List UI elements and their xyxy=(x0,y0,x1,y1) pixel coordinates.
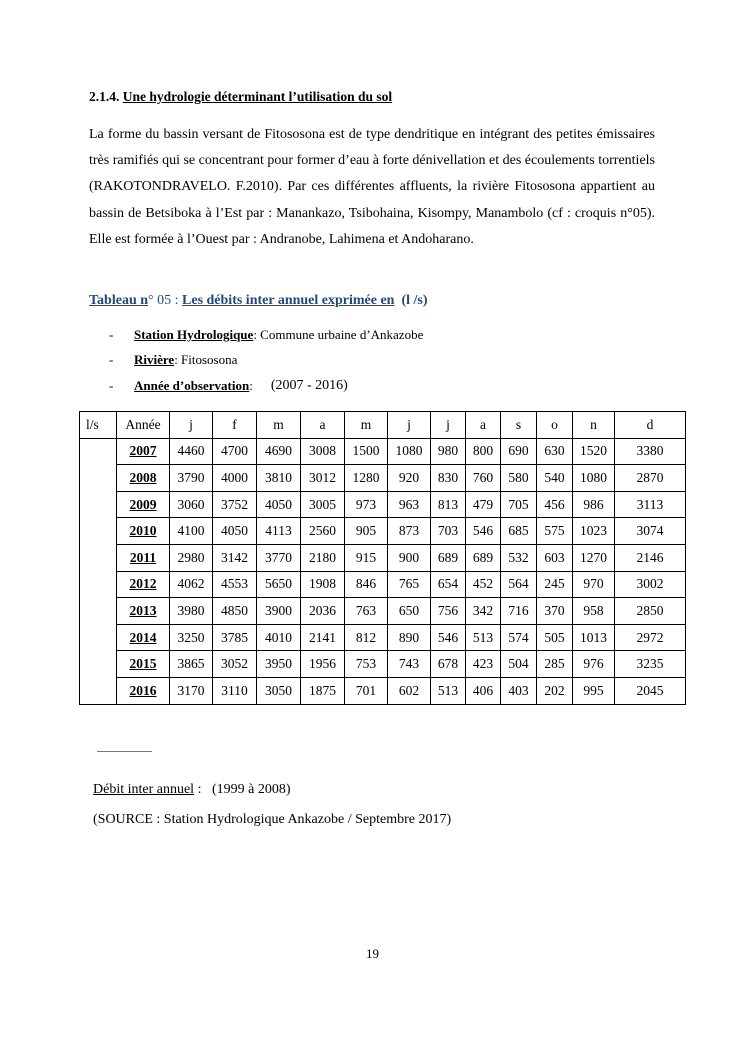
year-header: Année xyxy=(117,412,170,439)
value-cell: 4062 xyxy=(170,571,213,598)
value-cell: 3012 xyxy=(301,465,345,492)
table-row xyxy=(80,438,686,465)
value-cell: 5650 xyxy=(257,571,301,598)
month-header: a xyxy=(466,412,501,439)
value-cell: 285 xyxy=(537,651,573,678)
table-row xyxy=(80,651,686,678)
value-cell: 3950 xyxy=(257,651,301,678)
observation-label: Année d’observation xyxy=(134,377,250,393)
value-cell: 202 xyxy=(537,677,573,704)
value-cell: 3865 xyxy=(170,651,213,678)
value-cell: 456 xyxy=(537,491,573,518)
value-cell: 423 xyxy=(466,651,501,678)
value-cell: 3002 xyxy=(615,571,686,598)
section-number: 2.1.4. xyxy=(89,89,120,104)
value-cell: 4113 xyxy=(257,518,301,545)
value-cell: 1270 xyxy=(573,544,615,571)
station-label: Station Hydrologique xyxy=(134,326,254,342)
value-cell: 2146 xyxy=(615,544,686,571)
source-note: (SOURCE : Station Hydrologique Ankazobe / Septembre 2017) xyxy=(93,812,452,827)
value-cell: 4010 xyxy=(257,624,301,651)
debit-note xyxy=(93,782,291,798)
unit-header: l/s xyxy=(80,412,117,439)
table-title-number: ° 05 : xyxy=(148,293,183,308)
month-header: o xyxy=(537,412,573,439)
value-cell: 3005 xyxy=(301,491,345,518)
value-cell: 452 xyxy=(466,571,501,598)
value-cell: 3050 xyxy=(257,677,301,704)
value-cell: 3052 xyxy=(213,651,257,678)
value-cell: 3074 xyxy=(615,518,686,545)
year-cell: 2010 xyxy=(117,518,170,545)
page-number: 19 xyxy=(366,946,379,961)
value-cell: 760 xyxy=(466,465,501,492)
month-header: a xyxy=(301,412,345,439)
table-title-prefix: Tableau n xyxy=(89,293,149,308)
value-cell: 703 xyxy=(431,518,466,545)
value-cell: 920 xyxy=(388,465,431,492)
value-cell: 3900 xyxy=(257,598,301,625)
value-cell: 4700 xyxy=(213,438,257,465)
value-cell: 564 xyxy=(501,571,537,598)
value-cell: 980 xyxy=(431,438,466,465)
value-cell: 3785 xyxy=(213,624,257,651)
month-header: m xyxy=(257,412,301,439)
value-cell: 753 xyxy=(345,651,388,678)
value-cell: 685 xyxy=(501,518,537,545)
month-header: m xyxy=(345,412,388,439)
year-cell: 2013 xyxy=(117,598,170,625)
value-cell: 546 xyxy=(431,624,466,651)
discharge-table xyxy=(79,411,686,705)
value-cell: 2870 xyxy=(615,465,686,492)
list-bullet: - xyxy=(109,352,114,368)
value-cell: 3235 xyxy=(615,651,686,678)
month-header: d xyxy=(615,412,686,439)
value-cell: 1080 xyxy=(388,438,431,465)
value-cell: 3250 xyxy=(170,624,213,651)
value-cell: 3380 xyxy=(615,438,686,465)
value-cell: 650 xyxy=(388,598,431,625)
value-cell: 905 xyxy=(345,518,388,545)
value-cell: 813 xyxy=(431,491,466,518)
value-cell: 2560 xyxy=(301,518,345,545)
value-cell: 689 xyxy=(466,544,501,571)
value-cell: 1013 xyxy=(573,624,615,651)
value-cell: 765 xyxy=(388,571,431,598)
table-row xyxy=(80,465,686,492)
value-cell: 2180 xyxy=(301,544,345,571)
value-cell: 580 xyxy=(501,465,537,492)
value-cell: 370 xyxy=(537,598,573,625)
observation-sep: : xyxy=(249,377,253,393)
value-cell: 900 xyxy=(388,544,431,571)
month-header: j xyxy=(388,412,431,439)
value-cell: 846 xyxy=(345,571,388,598)
year-cell: 2008 xyxy=(117,465,170,492)
value-cell: 513 xyxy=(466,624,501,651)
table-row xyxy=(80,598,686,625)
year-cell: 2011 xyxy=(117,544,170,571)
value-cell: 800 xyxy=(466,438,501,465)
value-cell: 4000 xyxy=(213,465,257,492)
value-cell: 513 xyxy=(431,677,466,704)
value-cell: 4690 xyxy=(257,438,301,465)
value-cell: 2045 xyxy=(615,677,686,704)
value-cell: 4050 xyxy=(213,518,257,545)
value-cell: 2972 xyxy=(615,624,686,651)
value-cell: 4553 xyxy=(213,571,257,598)
value-cell: 995 xyxy=(573,677,615,704)
value-cell: 915 xyxy=(345,544,388,571)
value-cell: 4050 xyxy=(257,491,301,518)
month-header: j xyxy=(170,412,213,439)
table-row xyxy=(80,518,686,545)
value-cell: 690 xyxy=(501,438,537,465)
year-cell: 2016 xyxy=(117,677,170,704)
value-cell: 756 xyxy=(431,598,466,625)
observation-period: (2007 - 2016) xyxy=(270,377,348,393)
value-cell: 1280 xyxy=(345,465,388,492)
value-cell: 716 xyxy=(501,598,537,625)
value-cell: 2036 xyxy=(301,598,345,625)
value-cell: 603 xyxy=(537,544,573,571)
value-cell: 678 xyxy=(431,651,466,678)
list-bullet: - xyxy=(109,326,114,342)
value-cell: 4850 xyxy=(213,598,257,625)
year-cell: 2015 xyxy=(117,651,170,678)
value-cell: 1875 xyxy=(301,677,345,704)
section-heading xyxy=(89,89,392,105)
year-cell: 2007 xyxy=(117,438,170,465)
value-cell: 602 xyxy=(388,677,431,704)
value-cell: 976 xyxy=(573,651,615,678)
table-row xyxy=(80,624,686,651)
value-cell: 3790 xyxy=(170,465,213,492)
river-value: : Fitososona xyxy=(174,352,238,368)
value-cell: 1023 xyxy=(573,518,615,545)
value-cell: 406 xyxy=(466,677,501,704)
value-cell: 3752 xyxy=(213,491,257,518)
value-cell: 3980 xyxy=(170,598,213,625)
value-cell: 504 xyxy=(501,651,537,678)
value-cell: 2141 xyxy=(301,624,345,651)
unit-column-cell xyxy=(80,438,117,704)
value-cell: 403 xyxy=(501,677,537,704)
value-cell: 654 xyxy=(431,571,466,598)
value-cell: 689 xyxy=(431,544,466,571)
value-cell: 830 xyxy=(431,465,466,492)
debit-sep: : xyxy=(194,782,202,797)
section-title: Une hydrologie déterminant l’utilisation du sol xyxy=(122,89,393,104)
value-cell: 701 xyxy=(345,677,388,704)
value-cell: 743 xyxy=(388,651,431,678)
value-cell: 3110 xyxy=(213,677,257,704)
value-cell: 2850 xyxy=(615,598,686,625)
value-cell: 3770 xyxy=(257,544,301,571)
river-label: Rivière xyxy=(134,352,175,368)
month-header: s xyxy=(501,412,537,439)
value-cell: 342 xyxy=(466,598,501,625)
value-cell: 2980 xyxy=(170,544,213,571)
value-cell: 245 xyxy=(537,571,573,598)
value-cell: 574 xyxy=(501,624,537,651)
value-cell: 958 xyxy=(573,598,615,625)
value-cell: 986 xyxy=(573,491,615,518)
table-body xyxy=(80,438,686,704)
month-header: f xyxy=(213,412,257,439)
value-cell: 963 xyxy=(388,491,431,518)
value-cell: 3060 xyxy=(170,491,213,518)
table-header-row xyxy=(80,412,686,439)
table-row xyxy=(80,677,686,704)
year-cell: 2009 xyxy=(117,491,170,518)
debit-period: (1999 à 2008) xyxy=(211,782,291,797)
year-cell: 2014 xyxy=(117,624,170,651)
value-cell: 546 xyxy=(466,518,501,545)
value-cell: 970 xyxy=(573,571,615,598)
value-cell: 3113 xyxy=(615,491,686,518)
value-cell: 705 xyxy=(501,491,537,518)
value-cell: 1956 xyxy=(301,651,345,678)
table-title-main: Les débits inter annuel exprimée en xyxy=(182,293,395,308)
month-header: j xyxy=(431,412,466,439)
value-cell: 973 xyxy=(345,491,388,518)
table-title xyxy=(89,293,428,309)
value-cell: 4100 xyxy=(170,518,213,545)
value-cell: 479 xyxy=(466,491,501,518)
value-cell: 812 xyxy=(345,624,388,651)
table-row xyxy=(80,571,686,598)
month-header: n xyxy=(573,412,615,439)
value-cell: 763 xyxy=(345,598,388,625)
table-metadata-list xyxy=(109,322,423,399)
meta-observation xyxy=(109,373,423,399)
value-cell: 505 xyxy=(537,624,573,651)
year-cell: 2012 xyxy=(117,571,170,598)
value-cell: 3008 xyxy=(301,438,345,465)
value-cell: 3810 xyxy=(257,465,301,492)
body-paragraph: La forme du bassin versant de Fitososona est de type dendritique en intégrant des petites émissaires très ramifiés qui se concentrant pour former d’eau à forte dénivellation et des écoulements torrentiels (RAKOTONDRAVELO. F.2010). Par ces différentes affluents, la rivière Fitososona appartient au bassin de Betsiboka à l’Est par : Manankazo, Tsibohaina, Kisompy, Manambolo (cf : croquis n°05). Elle est formée à l’Ouest par : Andranobe, Lahimena et Andoharano. xyxy=(89,127,656,247)
value-cell: 4460 xyxy=(170,438,213,465)
list-bullet: - xyxy=(109,377,114,393)
table-title-unit: (l /s) xyxy=(401,293,428,308)
table-row xyxy=(80,491,686,518)
value-cell: 532 xyxy=(501,544,537,571)
value-cell: 1908 xyxy=(301,571,345,598)
value-cell: 575 xyxy=(537,518,573,545)
meta-station xyxy=(109,322,423,348)
value-cell: 3170 xyxy=(170,677,213,704)
value-cell: 1500 xyxy=(345,438,388,465)
value-cell: 3142 xyxy=(213,544,257,571)
value-cell: 873 xyxy=(388,518,431,545)
value-cell: 1080 xyxy=(573,465,615,492)
meta-river xyxy=(109,348,423,374)
value-cell: 1520 xyxy=(573,438,615,465)
value-cell: 540 xyxy=(537,465,573,492)
divider-line xyxy=(97,751,152,752)
table-row xyxy=(80,544,686,571)
debit-label: Débit inter annuel xyxy=(93,782,195,797)
value-cell: 630 xyxy=(537,438,573,465)
station-value: : Commune urbaine d’Ankazobe xyxy=(253,326,424,342)
value-cell: 890 xyxy=(388,624,431,651)
